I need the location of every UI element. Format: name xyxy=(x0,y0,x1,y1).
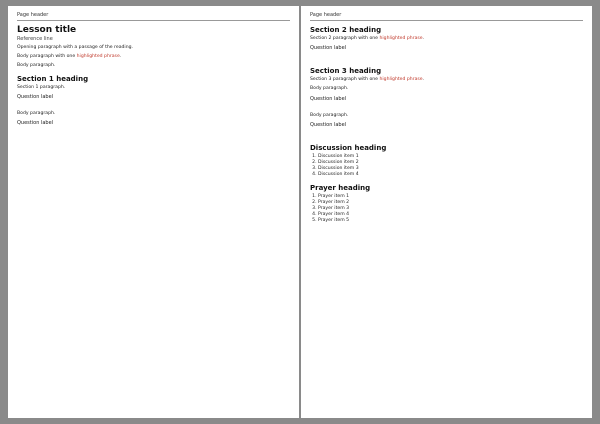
highlighted-phrase: highlighted phrase xyxy=(379,36,423,41)
highlighted-phrase: highlighted phrase xyxy=(76,54,120,60)
question-label: Question label xyxy=(310,121,347,128)
section-heading: Prayer heading xyxy=(310,183,371,192)
body-paragraph: Body paragraph with one highlighted phrase. xyxy=(17,54,122,60)
section-heading: Discussion heading xyxy=(310,143,387,152)
body-paragraph: Body paragraph. xyxy=(17,63,56,69)
body-paragraph: Body paragraph. xyxy=(310,112,349,118)
body-paragraph: Opening paragraph with a passage of the reading. xyxy=(17,45,133,50)
body-paragraph: Section 3 paragraph with one highlighted phrase. xyxy=(310,77,425,83)
left-page xyxy=(8,6,299,418)
highlighted-phrase: highlighted phrase xyxy=(379,77,423,83)
body-paragraph: Section 1 paragraph. xyxy=(17,84,66,90)
question-label: Question label xyxy=(17,93,54,100)
list-item: 2. Discussion item 2 xyxy=(318,160,583,166)
answer-space xyxy=(310,103,583,113)
list-item: 3. Prayer item 3 xyxy=(318,206,583,212)
section-heading: Section 3 heading xyxy=(310,67,382,76)
page-header: Page header xyxy=(310,12,583,21)
section-heading: Section 1 heading xyxy=(17,74,89,83)
lesson-title: Lesson title xyxy=(17,25,77,35)
body-paragraph: Body paragraph. xyxy=(310,86,349,92)
numbered-list xyxy=(310,194,583,225)
list-item: 3. Discussion item 3 xyxy=(318,166,583,172)
list-item: 1. Prayer item 1 xyxy=(318,194,583,200)
body-paragraph: Body paragraph. xyxy=(17,110,56,116)
question-label: Question label xyxy=(310,95,347,102)
page-header: Page header xyxy=(17,12,290,21)
right-page xyxy=(301,6,592,418)
list-item: 1. Discussion item 1 xyxy=(318,154,583,160)
section-heading: Section 2 heading xyxy=(310,26,382,34)
reference-line: Reference line xyxy=(17,36,53,42)
body-paragraph: Section 2 paragraph with one highlighted phrase. xyxy=(310,36,425,41)
answer-space xyxy=(17,127,290,137)
numbered-list xyxy=(310,154,583,179)
answer-space xyxy=(310,52,583,62)
list-item: 4. Discussion item 4 xyxy=(318,172,583,178)
list-item: 4. Prayer item 4 xyxy=(318,212,583,218)
answer-space xyxy=(310,129,583,139)
document-spread xyxy=(8,6,592,418)
list-item: 5. Prayer item 5 xyxy=(318,218,583,224)
question-label: Question label xyxy=(17,120,54,127)
answer-space xyxy=(17,101,290,111)
list-item: 2. Prayer item 2 xyxy=(318,200,583,206)
question-label: Question label xyxy=(310,45,347,52)
